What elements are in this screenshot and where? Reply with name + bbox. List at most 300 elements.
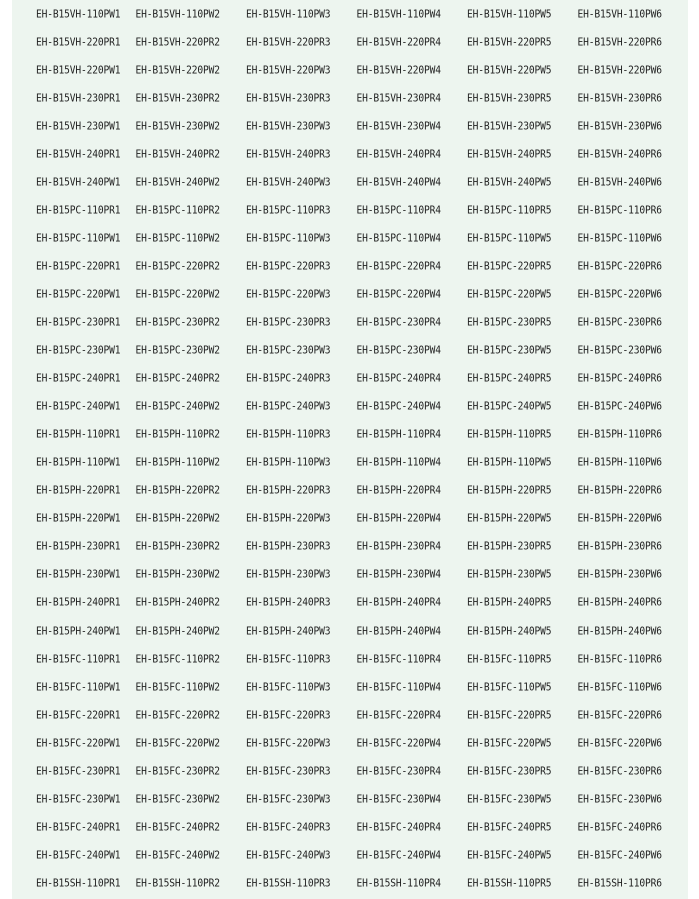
table-row [24, 841, 688, 869]
model-code-text: EH-B15PC-110PR3 [246, 204, 331, 217]
model-code-text: EH-B15PH-240PR6 [577, 596, 662, 610]
model-code-cell [467, 56, 577, 84]
model-code-cell [577, 813, 688, 841]
model-code-text: EH-B15FC-110PR2 [135, 652, 220, 666]
model-code-text: EH-B15PC-110PW3 [246, 232, 331, 245]
model-code-cell [577, 477, 688, 505]
model-code-text: EH-B15FC-240PW3 [246, 849, 331, 862]
model-code-text: EH-B15PH-110PR5 [466, 428, 552, 441]
model-code-cell [136, 365, 246, 393]
model-code-text: EH-B15SH-110PR3 [246, 877, 331, 890]
model-code-cell [246, 701, 356, 729]
model-code-cell [357, 337, 467, 365]
table-row [24, 869, 688, 897]
table-row [24, 112, 688, 140]
model-code-text: EH-B15VH-110PW1 [36, 7, 121, 21]
model-code-cell [357, 645, 467, 673]
model-code-text: EH-B15PC-230PW2 [135, 344, 220, 357]
model-code-text: EH-B15PC-230PR1 [36, 316, 121, 329]
model-code-cell [467, 140, 577, 168]
model-code-cell [577, 280, 688, 308]
model-code-cell [467, 645, 577, 673]
model-code-cell [246, 308, 356, 336]
model-code-cell [357, 0, 467, 28]
model-code-cell [357, 224, 467, 252]
model-code-cell [467, 0, 577, 28]
model-code-cell [577, 841, 688, 869]
model-code-cell [246, 561, 356, 589]
model-code-text: EH-B15PC-220PW5 [466, 288, 552, 301]
model-code-cell [577, 337, 688, 365]
model-code-text: EH-B15FC-220PR4 [356, 708, 441, 722]
model-code-text: EH-B15PH-110PW6 [577, 456, 662, 469]
model-code-text: EH-B15VH-220PW5 [466, 63, 552, 77]
model-code-cell [357, 841, 467, 869]
model-code-cell [467, 701, 577, 729]
model-code-text: EH-B15SH-110PR2 [135, 877, 220, 890]
model-code-text: EH-B15VH-230PW3 [246, 119, 331, 133]
model-code-text: EH-B15VH-240PW2 [135, 176, 220, 189]
model-code-text: EH-B15PH-240PW1 [36, 624, 121, 638]
model-code-cell [467, 617, 577, 645]
model-code-text: EH-B15VH-220PR1 [36, 35, 121, 49]
model-code-text: EH-B15VH-220PR2 [135, 35, 220, 49]
model-code-text: EH-B15FC-240PW6 [577, 849, 662, 862]
model-code-cell [357, 56, 467, 84]
model-code-cell [577, 0, 688, 28]
model-code-text: EH-B15FC-220PW6 [577, 737, 662, 750]
model-code-text: EH-B15PH-220PR2 [135, 484, 220, 497]
table-row [24, 28, 688, 56]
model-code-text: EH-B15PH-220PW2 [135, 512, 220, 525]
model-code-text: EH-B15VH-240PW3 [246, 176, 331, 189]
table-row [24, 84, 688, 112]
model-code-cell [246, 617, 356, 645]
model-code-text: EH-B15PC-110PR2 [135, 204, 220, 217]
table-row [24, 617, 688, 645]
model-code-text: EH-B15PC-230PR4 [356, 316, 441, 329]
model-code-text: EH-B15FC-240PR4 [356, 821, 441, 834]
model-code-text: EH-B15VH-220PW3 [246, 63, 331, 77]
model-code-text: EH-B15FC-230PR4 [356, 765, 441, 778]
model-code-text: EH-B15PH-230PR1 [36, 540, 121, 554]
model-code-cell [577, 869, 688, 897]
model-code-cell [357, 252, 467, 280]
model-code-text: EH-B15PH-110PR3 [246, 428, 331, 441]
model-code-text: EH-B15FC-110PW2 [135, 680, 220, 694]
model-code-text: EH-B15PC-240PW4 [356, 400, 441, 413]
model-code-cell [246, 393, 356, 421]
model-code-cell [577, 365, 688, 393]
model-code-cell [136, 785, 246, 813]
model-code-text: EH-B15FC-230PW1 [36, 793, 121, 806]
model-code-cell [246, 196, 356, 224]
model-code-cell [577, 308, 688, 336]
table-row [24, 561, 688, 589]
model-code-cell [246, 589, 356, 617]
model-code-cell [467, 280, 577, 308]
model-code-cell [136, 869, 246, 897]
model-code-text: EH-B15PH-220PW1 [36, 512, 121, 525]
model-code-text: EH-B15VH-230PW1 [36, 119, 121, 133]
model-code-cell [24, 813, 136, 841]
model-code-text: EH-B15VH-240PW5 [466, 176, 552, 189]
model-code-cell [357, 280, 467, 308]
model-code-text: EH-B15PC-220PW1 [36, 288, 121, 301]
model-code-text: EH-B15PC-110PW1 [36, 232, 121, 245]
model-code-text: EH-B15PH-230PR5 [466, 540, 552, 554]
model-code-cell [24, 561, 136, 589]
model-code-text: EH-B15VH-240PR1 [36, 148, 121, 161]
model-code-cell [357, 729, 467, 757]
model-code-cell [246, 112, 356, 140]
model-code-cell [467, 785, 577, 813]
model-code-text: EH-B15FC-220PR2 [135, 708, 220, 722]
model-code-text: EH-B15VH-220PW2 [135, 63, 220, 77]
model-code-cell [24, 757, 136, 785]
model-code-text: EH-B15FC-110PW3 [246, 680, 331, 694]
model-code-text: EH-B15PH-220PW3 [246, 512, 331, 525]
model-code-cell [357, 561, 467, 589]
model-code-text: EH-B15FC-110PW1 [36, 680, 121, 694]
model-code-cell [246, 477, 356, 505]
model-code-cell [246, 56, 356, 84]
model-code-text: EH-B15FC-230PR2 [135, 765, 220, 778]
model-code-cell [136, 673, 246, 701]
model-code-text: EH-B15PH-240PW4 [356, 624, 441, 638]
model-code-text: EH-B15PH-220PW6 [577, 512, 662, 525]
model-code-text: EH-B15FC-110PR6 [577, 652, 662, 666]
model-code-text: EH-B15VH-240PR2 [135, 148, 220, 161]
model-code-cell [467, 869, 577, 897]
model-code-cell [357, 477, 467, 505]
model-code-text: EH-B15VH-240PR5 [466, 148, 552, 161]
model-code-cell [577, 140, 688, 168]
model-code-text: EH-B15PC-240PW1 [36, 400, 121, 413]
table-row [24, 505, 688, 533]
table-row [24, 224, 688, 252]
model-code-cell [24, 84, 136, 112]
table-row [24, 393, 688, 421]
model-code-cell [577, 673, 688, 701]
model-code-text: EH-B15PH-220PR5 [466, 484, 552, 497]
model-code-text: EH-B15FC-240PW2 [135, 849, 220, 862]
model-code-text: EH-B15PH-230PR6 [577, 540, 662, 554]
model-code-cell [246, 280, 356, 308]
model-code-cell [24, 337, 136, 365]
model-code-cell [577, 449, 688, 477]
model-code-cell [357, 505, 467, 533]
model-code-table-body [24, 0, 688, 897]
model-code-cell [136, 28, 246, 56]
model-code-cell [24, 196, 136, 224]
table-row [24, 365, 688, 393]
model-code-cell [577, 701, 688, 729]
model-code-text: EH-B15PH-110PR1 [36, 428, 121, 441]
model-code-text: EH-B15PC-220PW6 [577, 288, 662, 301]
model-code-cell [24, 449, 136, 477]
model-code-text: EH-B15PH-230PW2 [135, 568, 220, 582]
model-code-text: EH-B15PH-230PR2 [135, 540, 220, 554]
model-code-cell [136, 533, 246, 561]
model-code-cell [357, 308, 467, 336]
model-code-cell [467, 308, 577, 336]
model-code-cell [136, 56, 246, 84]
model-code-text: EH-B15SH-110PR4 [356, 877, 441, 890]
model-code-text: EH-B15FC-240PR6 [577, 821, 662, 834]
model-code-cell [136, 393, 246, 421]
model-code-cell [136, 196, 246, 224]
model-code-text: EH-B15VH-220PR5 [466, 35, 552, 49]
model-code-cell [577, 168, 688, 196]
model-code-cell [357, 168, 467, 196]
model-code-text: EH-B15PH-240PW5 [466, 624, 552, 638]
model-code-text: EH-B15VH-220PR4 [356, 35, 441, 49]
model-code-text: EH-B15FC-240PR2 [135, 821, 220, 834]
model-code-text: EH-B15PC-110PR4 [356, 204, 441, 217]
model-code-cell [577, 729, 688, 757]
model-code-text: EH-B15SH-110PR6 [577, 877, 662, 890]
model-code-text: EH-B15VH-230PW2 [135, 119, 220, 133]
model-code-cell [357, 589, 467, 617]
model-code-text: EH-B15PH-220PR6 [577, 484, 662, 497]
model-code-cell [24, 505, 136, 533]
model-code-text: EH-B15PC-240PR1 [36, 372, 121, 385]
model-code-text: EH-B15VH-230PW4 [356, 119, 441, 133]
model-code-text: EH-B15FC-110PW4 [356, 680, 441, 694]
model-code-cell [577, 757, 688, 785]
model-code-cell [357, 196, 467, 224]
model-code-text: EH-B15FC-220PW3 [246, 737, 331, 750]
model-code-cell [357, 393, 467, 421]
model-code-cell [136, 561, 246, 589]
model-code-text: EH-B15PC-230PW4 [356, 344, 441, 357]
model-code-text: EH-B15PC-240PW3 [246, 400, 331, 413]
model-code-text: EH-B15FC-230PW3 [246, 793, 331, 806]
model-code-cell [246, 505, 356, 533]
model-code-cell [467, 168, 577, 196]
model-code-text: EH-B15PH-230PW4 [356, 568, 441, 582]
model-code-cell [467, 337, 577, 365]
model-code-cell [467, 589, 577, 617]
model-code-text: EH-B15PC-230PW5 [466, 344, 552, 357]
model-code-text: EH-B15PC-240PW2 [135, 400, 220, 413]
model-code-cell [467, 729, 577, 757]
model-code-text: EH-B15PC-220PW4 [356, 288, 441, 301]
model-code-cell [136, 841, 246, 869]
model-code-text: EH-B15PC-220PR1 [36, 260, 121, 273]
model-code-cell [467, 673, 577, 701]
model-code-cell [577, 252, 688, 280]
model-code-cell [467, 365, 577, 393]
model-code-text: EH-B15PC-240PW6 [577, 400, 662, 413]
model-code-text: EH-B15FC-220PR6 [577, 708, 662, 722]
model-code-text: EH-B15FC-220PR5 [466, 708, 552, 722]
model-code-text: EH-B15PC-230PR6 [577, 316, 662, 329]
model-code-cell [136, 757, 246, 785]
model-code-text: EH-B15PH-240PW3 [246, 624, 331, 638]
model-code-cell [577, 533, 688, 561]
model-code-text: EH-B15VH-110PW3 [246, 7, 331, 21]
model-code-cell [467, 196, 577, 224]
table-row [24, 0, 688, 28]
model-code-cell [357, 28, 467, 56]
model-code-text: EH-B15PC-220PR2 [135, 260, 220, 273]
model-code-text: EH-B15PH-240PR5 [466, 596, 552, 610]
model-code-text: EH-B15FC-220PW5 [466, 737, 552, 750]
model-code-text: EH-B15PC-110PW2 [135, 232, 220, 245]
model-code-cell [357, 365, 467, 393]
model-code-text: EH-B15FC-230PW2 [135, 793, 220, 806]
model-code-cell [24, 252, 136, 280]
model-code-text: EH-B15PH-220PR3 [246, 484, 331, 497]
model-code-cell [136, 813, 246, 841]
model-code-text: EH-B15PC-240PR3 [246, 372, 331, 385]
model-code-cell [24, 533, 136, 561]
model-code-cell [136, 729, 246, 757]
table-row [24, 673, 688, 701]
model-code-text: EH-B15FC-230PR6 [577, 765, 662, 778]
model-code-text: EH-B15VH-230PW5 [466, 119, 552, 133]
model-code-cell [467, 757, 577, 785]
model-code-cell [467, 505, 577, 533]
model-code-text: EH-B15VH-240PR4 [356, 148, 441, 161]
model-code-cell [24, 280, 136, 308]
model-code-text: EH-B15FC-230PR1 [36, 765, 121, 778]
model-code-cell [357, 449, 467, 477]
model-code-cell [24, 841, 136, 869]
model-code-cell [24, 421, 136, 449]
model-code-cell [246, 337, 356, 365]
model-code-text: EH-B15FC-110PR3 [246, 652, 331, 666]
table-row [24, 757, 688, 785]
model-code-cell [357, 785, 467, 813]
model-code-cell [467, 224, 577, 252]
model-code-cell [467, 421, 577, 449]
table-row [24, 308, 688, 336]
model-code-cell [577, 505, 688, 533]
model-code-table [24, 0, 688, 897]
model-code-text: EH-B15PH-110PW4 [356, 456, 441, 469]
model-code-text: EH-B15PC-220PR5 [466, 260, 552, 273]
model-code-cell [136, 505, 246, 533]
model-code-sheet [12, 0, 688, 899]
model-code-cell [357, 617, 467, 645]
model-code-text: EH-B15FC-110PR5 [466, 652, 552, 666]
model-code-text: EH-B15PH-110PW3 [246, 456, 331, 469]
model-code-text: EH-B15PH-240PR2 [135, 596, 220, 610]
model-code-cell [577, 84, 688, 112]
model-code-cell [467, 84, 577, 112]
model-code-text: EH-B15VH-240PR6 [577, 148, 662, 161]
model-code-cell [246, 673, 356, 701]
table-row [24, 196, 688, 224]
model-code-cell [136, 112, 246, 140]
model-code-text: EH-B15PH-230PW1 [36, 568, 121, 582]
model-code-cell [577, 112, 688, 140]
model-code-text: EH-B15VH-240PW4 [356, 176, 441, 189]
table-row [24, 252, 688, 280]
model-code-text: EH-B15PC-230PW3 [246, 344, 331, 357]
model-code-cell [246, 757, 356, 785]
model-code-cell [136, 0, 246, 28]
model-code-cell [246, 841, 356, 869]
model-code-cell [24, 56, 136, 84]
model-code-text: EH-B15PH-230PR4 [356, 540, 441, 554]
model-code-text: EH-B15VH-220PR3 [246, 35, 331, 49]
model-code-text: EH-B15FC-220PR1 [36, 708, 121, 722]
model-code-cell [136, 140, 246, 168]
model-code-cell [246, 84, 356, 112]
model-code-cell [357, 701, 467, 729]
model-code-text: EH-B15FC-230PR5 [466, 765, 552, 778]
model-code-cell [24, 645, 136, 673]
table-row [24, 533, 688, 561]
model-code-text: EH-B15PH-240PR1 [36, 596, 121, 610]
model-code-text: EH-B15VH-230PR2 [135, 91, 220, 105]
model-code-cell [357, 84, 467, 112]
model-code-text: EH-B15PC-230PW6 [577, 344, 662, 357]
model-code-cell [136, 645, 246, 673]
model-code-text: EH-B15PC-230PR5 [466, 316, 552, 329]
model-code-text: EH-B15SH-110PR1 [36, 877, 121, 890]
model-code-text: EH-B15VH-220PW4 [356, 63, 441, 77]
table-row [24, 645, 688, 673]
table-row [24, 589, 688, 617]
model-code-text: EH-B15VH-220PW1 [36, 63, 121, 77]
model-code-cell [24, 729, 136, 757]
model-code-text: EH-B15PC-220PW2 [135, 288, 220, 301]
model-code-cell [246, 28, 356, 56]
model-code-text: EH-B15PC-240PR2 [135, 372, 220, 385]
model-code-cell [246, 224, 356, 252]
model-code-cell [357, 533, 467, 561]
table-row [24, 140, 688, 168]
model-code-text: EH-B15FC-110PW6 [577, 680, 662, 694]
model-code-text: EH-B15FC-240PW4 [356, 849, 441, 862]
model-code-text: EH-B15PC-110PW5 [466, 232, 552, 245]
model-code-text: EH-B15PH-240PW6 [577, 624, 662, 638]
model-code-cell [136, 308, 246, 336]
model-code-text: EH-B15VH-230PR1 [36, 91, 121, 105]
model-code-cell [246, 0, 356, 28]
model-code-text: EH-B15PH-110PW5 [466, 456, 552, 469]
model-code-cell [24, 28, 136, 56]
model-code-cell [246, 785, 356, 813]
table-row [24, 701, 688, 729]
model-code-text: EH-B15PH-110PW2 [135, 456, 220, 469]
model-code-cell [24, 617, 136, 645]
model-code-text: EH-B15VH-230PR4 [356, 91, 441, 105]
model-code-text: EH-B15PH-230PW3 [246, 568, 331, 582]
model-code-cell [467, 561, 577, 589]
model-code-cell [24, 168, 136, 196]
model-code-cell [136, 589, 246, 617]
model-code-text: EH-B15PC-240PR4 [356, 372, 441, 385]
model-code-text: EH-B15FC-240PR1 [36, 821, 121, 834]
model-code-text: EH-B15FC-230PW4 [356, 793, 441, 806]
model-code-cell [467, 449, 577, 477]
model-code-text: EH-B15FC-230PW6 [577, 793, 662, 806]
table-row [24, 56, 688, 84]
model-code-cell [577, 56, 688, 84]
model-code-cell [577, 28, 688, 56]
model-code-text: EH-B15PC-110PR5 [466, 204, 552, 217]
table-row [24, 421, 688, 449]
table-row [24, 477, 688, 505]
model-code-cell [24, 140, 136, 168]
model-code-text: EH-B15VH-110PW6 [577, 7, 662, 21]
